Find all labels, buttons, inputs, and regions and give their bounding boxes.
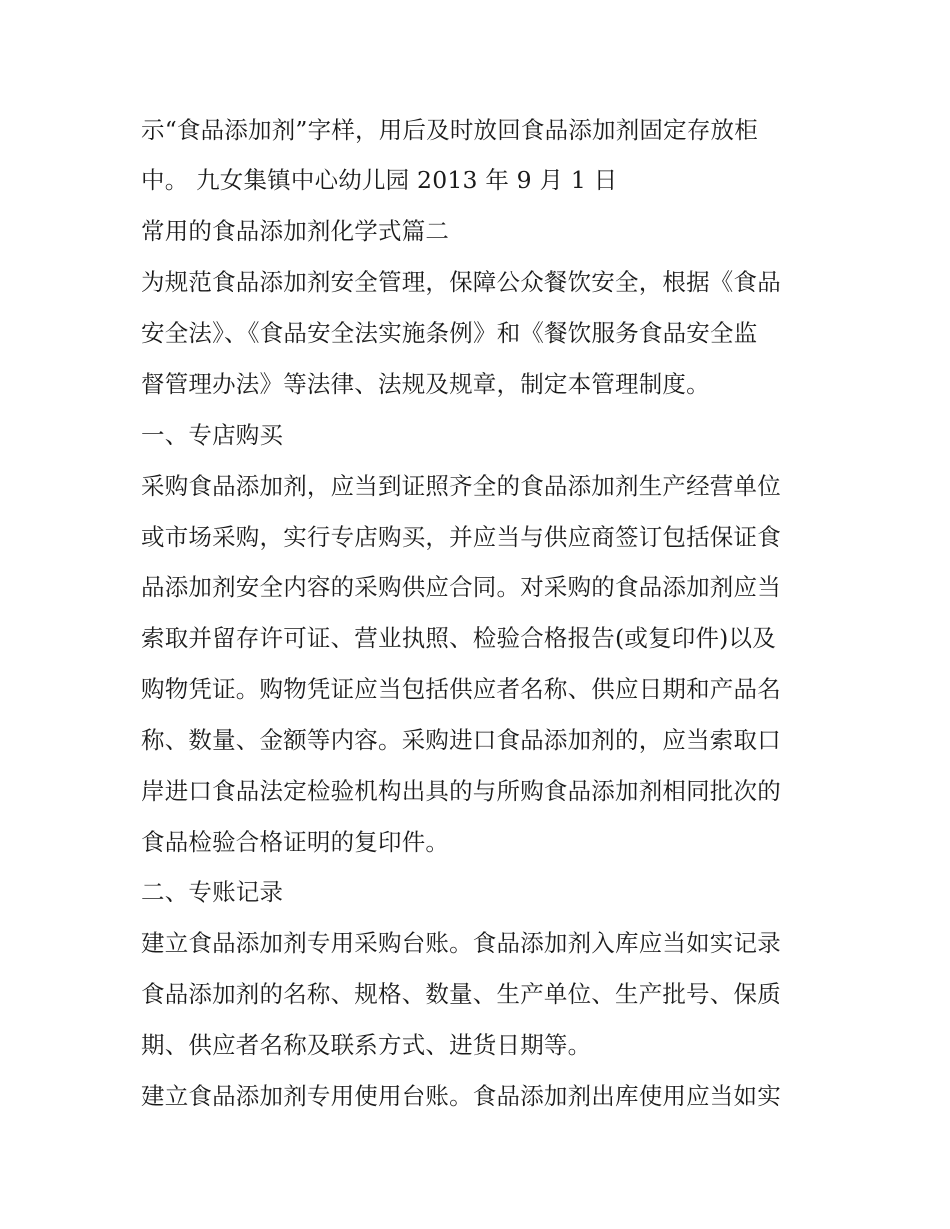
text-line: 食品检验合格证明的复印件。 (141, 828, 450, 856)
text-line: 中。 九女集镇中心幼儿园 2013 年 9 月 1 日 (141, 166, 618, 194)
subsection-heading: 一、专店购买 (141, 421, 284, 449)
section-heading: 常用的食品添加剂化学式篇二 (141, 217, 450, 245)
text-line: 建立食品添加剂专用采购台账。食品添加剂入库应当如实记录 (141, 929, 781, 957)
subsection-heading: 二、专账记录 (141, 878, 284, 906)
text-line: 索取并留存许可证、营业执照、检验合格报告(或复印件)以及 (141, 624, 776, 652)
text-line: 或市场采购，实行专店购买，并应当与供应商签订包括保证食 (141, 523, 781, 551)
text-line: 购物凭证。购物凭证应当包括供应者名称、供应日期和产品名 (141, 675, 781, 703)
text-line: 采购食品添加剂，应当到证照齐全的食品添加剂生产经营单位 (141, 472, 781, 500)
text-line: 品添加剂安全内容的采购供应合同。对采购的食品添加剂应当 (141, 573, 781, 601)
text-line: 为规范食品添加剂安全管理，保障公众餐饮安全，根据《食品 (141, 268, 781, 296)
text-line: 安全法》、《食品安全法实施条例》和《餐饮服务食品安全监 (141, 319, 758, 347)
text-line: 食品添加剂的名称、规格、数量、生产单位、生产批号、保质 (141, 980, 781, 1008)
text-line: 建立食品添加剂专用使用台账。食品添加剂出库使用应当如实 (141, 1082, 781, 1110)
text-line: 督管理办法》等法律、法规及规章，制定本管理制度。 (141, 370, 710, 398)
text-line: 期、供应者名称及联系方式、进货日期等。 (141, 1031, 592, 1059)
text-line: 岸进口食品法定检验机构出具的与所购食品添加剂相同批次的 (141, 777, 781, 805)
text-line: 示“食品添加剂”字样，用后及时放回食品添加剂固定存放柜 (141, 116, 758, 144)
text-line: 称、数量、金额等内容。采购进口食品添加剂的，应当索取口 (141, 726, 781, 754)
